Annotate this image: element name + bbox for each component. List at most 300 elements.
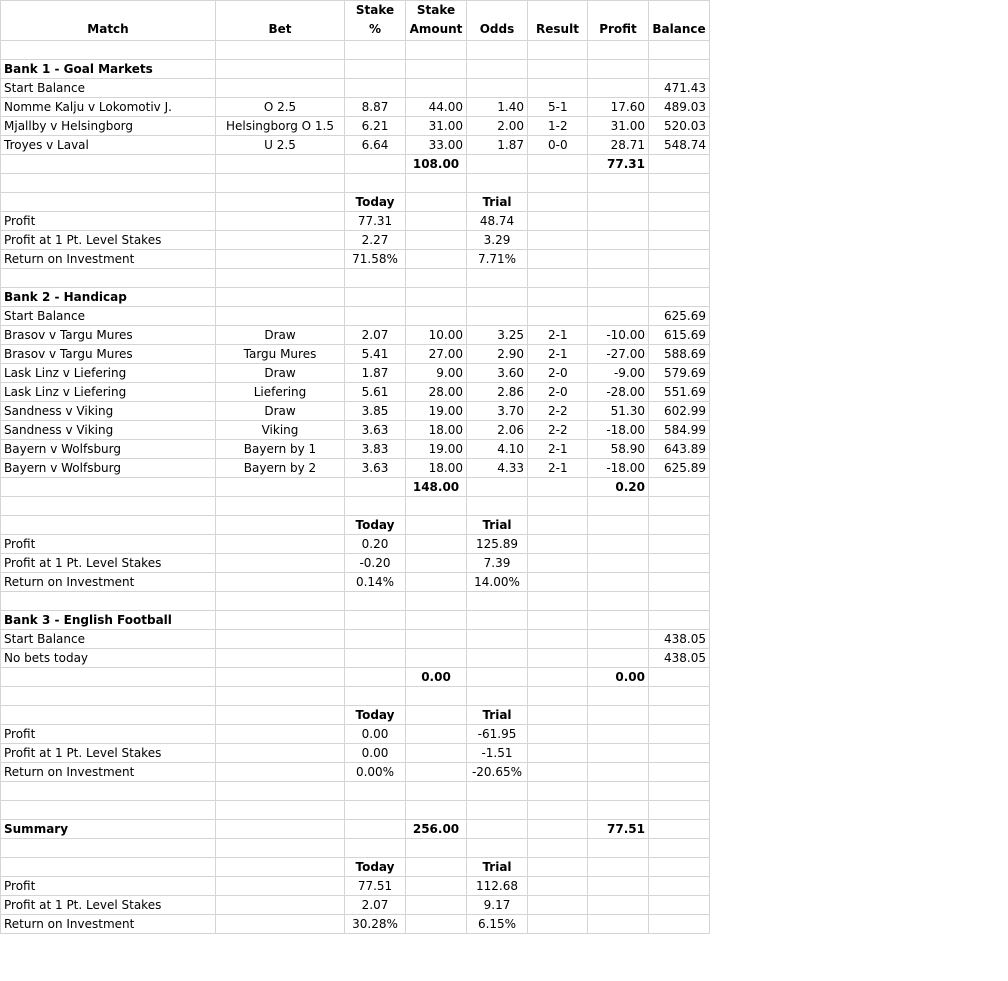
- cell-bet[interactable]: [216, 269, 345, 288]
- cell-bet[interactable]: [216, 535, 345, 554]
- cell-profit[interactable]: 0.20: [588, 478, 649, 497]
- cell-stake-amount[interactable]: [406, 839, 467, 858]
- header-match[interactable]: Match: [1, 1, 216, 41]
- cell-stake-pct[interactable]: Today: [345, 706, 406, 725]
- cell-odds[interactable]: 3.60: [467, 364, 528, 383]
- cell-odds[interactable]: 4.10: [467, 440, 528, 459]
- cell-profit[interactable]: [588, 649, 649, 668]
- cell-match[interactable]: [1, 782, 216, 801]
- cell-match[interactable]: Profit: [1, 212, 216, 231]
- cell-bet[interactable]: [216, 231, 345, 250]
- cell-bet[interactable]: [216, 915, 345, 934]
- cell-balance[interactable]: [649, 839, 710, 858]
- cell-stake-pct[interactable]: 6.21: [345, 117, 406, 136]
- cell-match[interactable]: Profit: [1, 535, 216, 554]
- cell-balance[interactable]: 579.69: [649, 364, 710, 383]
- cell-result[interactable]: 2-1: [528, 440, 588, 459]
- cell-stake-pct[interactable]: [345, 611, 406, 630]
- cell-odds[interactable]: 3.29: [467, 231, 528, 250]
- cell-odds[interactable]: 3.25: [467, 326, 528, 345]
- cell-match[interactable]: Return on Investment: [1, 250, 216, 269]
- cell-match[interactable]: [1, 174, 216, 193]
- cell-bet[interactable]: [216, 212, 345, 231]
- cell-balance[interactable]: [649, 668, 710, 687]
- cell-stake-pct[interactable]: [345, 288, 406, 307]
- cell-match[interactable]: [1, 193, 216, 212]
- cell-odds[interactable]: [467, 269, 528, 288]
- cell-odds[interactable]: 7.71%: [467, 250, 528, 269]
- cell-odds[interactable]: Trial: [467, 858, 528, 877]
- cell-stake-amount[interactable]: [406, 782, 467, 801]
- cell-balance[interactable]: 625.89: [649, 459, 710, 478]
- cell-stake-amount[interactable]: 148.00: [406, 478, 467, 497]
- cell-result[interactable]: [528, 41, 588, 60]
- cell-stake-amount[interactable]: 18.00: [406, 459, 467, 478]
- cell-bet[interactable]: [216, 782, 345, 801]
- cell-bet[interactable]: [216, 630, 345, 649]
- cell-stake-amount[interactable]: [406, 877, 467, 896]
- cell-stake-pct[interactable]: Today: [345, 858, 406, 877]
- cell-balance[interactable]: [649, 231, 710, 250]
- cell-odds[interactable]: 3.70: [467, 402, 528, 421]
- cell-match[interactable]: Summary: [1, 820, 216, 839]
- cell-result[interactable]: 0-0: [528, 136, 588, 155]
- cell-result[interactable]: [528, 611, 588, 630]
- cell-stake-pct[interactable]: [345, 668, 406, 687]
- cell-result[interactable]: 2-1: [528, 345, 588, 364]
- cell-stake-amount[interactable]: [406, 174, 467, 193]
- cell-bet[interactable]: Targu Mures: [216, 345, 345, 364]
- cell-result[interactable]: [528, 79, 588, 98]
- cell-match[interactable]: [1, 839, 216, 858]
- cell-odds[interactable]: [467, 497, 528, 516]
- cell-profit[interactable]: [588, 212, 649, 231]
- cell-balance[interactable]: [649, 516, 710, 535]
- cell-bet[interactable]: Liefering: [216, 383, 345, 402]
- cell-bet[interactable]: [216, 60, 345, 79]
- cell-balance[interactable]: 643.89: [649, 440, 710, 459]
- cell-stake-amount[interactable]: [406, 801, 467, 820]
- cell-odds[interactable]: [467, 60, 528, 79]
- cell-profit[interactable]: [588, 60, 649, 79]
- cell-odds[interactable]: 2.90: [467, 345, 528, 364]
- cell-match[interactable]: [1, 497, 216, 516]
- cell-stake-pct[interactable]: -0.20: [345, 554, 406, 573]
- cell-match[interactable]: Mjallby v Helsingborg: [1, 117, 216, 136]
- cell-profit[interactable]: [588, 41, 649, 60]
- cell-profit[interactable]: [588, 250, 649, 269]
- header-balance[interactable]: Balance: [649, 1, 710, 41]
- cell-result[interactable]: [528, 877, 588, 896]
- cell-profit[interactable]: -27.00: [588, 345, 649, 364]
- cell-result[interactable]: [528, 60, 588, 79]
- cell-stake-amount[interactable]: [406, 79, 467, 98]
- cell-stake-amount[interactable]: [406, 573, 467, 592]
- cell-balance[interactable]: [649, 763, 710, 782]
- cell-stake-amount[interactable]: [406, 592, 467, 611]
- cell-stake-pct[interactable]: 2.27: [345, 231, 406, 250]
- cell-bet[interactable]: [216, 744, 345, 763]
- cell-stake-amount[interactable]: [406, 269, 467, 288]
- cell-profit[interactable]: [588, 193, 649, 212]
- cell-profit[interactable]: [588, 516, 649, 535]
- cell-balance[interactable]: [649, 687, 710, 706]
- cell-bet[interactable]: [216, 801, 345, 820]
- cell-profit[interactable]: [588, 630, 649, 649]
- cell-result[interactable]: [528, 782, 588, 801]
- cell-balance[interactable]: [649, 725, 710, 744]
- cell-stake-pct[interactable]: Today: [345, 516, 406, 535]
- cell-profit[interactable]: -18.00: [588, 421, 649, 440]
- cell-match[interactable]: Return on Investment: [1, 573, 216, 592]
- cell-result[interactable]: [528, 288, 588, 307]
- cell-stake-amount[interactable]: 19.00: [406, 440, 467, 459]
- cell-balance[interactable]: [649, 174, 710, 193]
- cell-balance[interactable]: [649, 820, 710, 839]
- cell-match[interactable]: Profit at 1 Pt. Level Stakes: [1, 231, 216, 250]
- header-stake-pct[interactable]: [345, 1, 406, 41]
- cell-result[interactable]: [528, 497, 588, 516]
- cell-result[interactable]: [528, 630, 588, 649]
- cell-stake-amount[interactable]: [406, 763, 467, 782]
- cell-balance[interactable]: [649, 915, 710, 934]
- cell-match[interactable]: Profit at 1 Pt. Level Stakes: [1, 896, 216, 915]
- cell-odds[interactable]: 112.68: [467, 877, 528, 896]
- cell-balance[interactable]: 438.05: [649, 649, 710, 668]
- cell-balance[interactable]: 551.69: [649, 383, 710, 402]
- cell-profit[interactable]: [588, 592, 649, 611]
- cell-stake-pct[interactable]: 77.31: [345, 212, 406, 231]
- cell-result[interactable]: [528, 744, 588, 763]
- cell-balance[interactable]: 471.43: [649, 79, 710, 98]
- cell-stake-amount[interactable]: [406, 896, 467, 915]
- cell-bet[interactable]: Draw: [216, 402, 345, 421]
- cell-stake-pct[interactable]: [345, 820, 406, 839]
- cell-result[interactable]: [528, 592, 588, 611]
- cell-balance[interactable]: 588.69: [649, 345, 710, 364]
- cell-match[interactable]: [1, 687, 216, 706]
- cell-result[interactable]: [528, 915, 588, 934]
- cell-bet[interactable]: Bayern by 2: [216, 459, 345, 478]
- cell-profit[interactable]: 31.00: [588, 117, 649, 136]
- cell-match[interactable]: [1, 706, 216, 725]
- cell-match[interactable]: Bank 1 - Goal Markets: [1, 60, 216, 79]
- cell-odds[interactable]: 48.74: [467, 212, 528, 231]
- cell-balance[interactable]: 438.05: [649, 630, 710, 649]
- cell-stake-pct[interactable]: 3.63: [345, 459, 406, 478]
- cell-result[interactable]: 2-0: [528, 364, 588, 383]
- cell-result[interactable]: [528, 896, 588, 915]
- cell-result[interactable]: [528, 573, 588, 592]
- cell-bet[interactable]: [216, 174, 345, 193]
- cell-odds[interactable]: 125.89: [467, 535, 528, 554]
- cell-odds[interactable]: Trial: [467, 193, 528, 212]
- cell-profit[interactable]: [588, 497, 649, 516]
- cell-result[interactable]: 2-1: [528, 459, 588, 478]
- cell-result[interactable]: 2-2: [528, 402, 588, 421]
- cell-profit[interactable]: [588, 174, 649, 193]
- cell-balance[interactable]: [649, 877, 710, 896]
- cell-bet[interactable]: [216, 497, 345, 516]
- cell-bet[interactable]: Draw: [216, 326, 345, 345]
- cell-result[interactable]: [528, 763, 588, 782]
- cell-profit[interactable]: -9.00: [588, 364, 649, 383]
- cell-profit[interactable]: 0.00: [588, 668, 649, 687]
- cell-match[interactable]: Bank 2 - Handicap: [1, 288, 216, 307]
- header-profit[interactable]: Profit: [588, 1, 649, 41]
- cell-stake-amount[interactable]: 108.00: [406, 155, 467, 174]
- cell-stake-amount[interactable]: [406, 193, 467, 212]
- cell-result[interactable]: 2-1: [528, 326, 588, 345]
- cell-match[interactable]: Lask Linz v Liefering: [1, 383, 216, 402]
- cell-result[interactable]: [528, 706, 588, 725]
- cell-stake-pct[interactable]: 1.87: [345, 364, 406, 383]
- cell-stake-amount[interactable]: [406, 307, 467, 326]
- cell-result[interactable]: [528, 307, 588, 326]
- cell-match[interactable]: Profit at 1 Pt. Level Stakes: [1, 554, 216, 573]
- cell-bet[interactable]: [216, 611, 345, 630]
- cell-bet[interactable]: [216, 820, 345, 839]
- cell-stake-pct[interactable]: 3.63: [345, 421, 406, 440]
- cell-match[interactable]: [1, 801, 216, 820]
- cell-stake-amount[interactable]: [406, 744, 467, 763]
- cell-stake-pct[interactable]: 6.64: [345, 136, 406, 155]
- cell-match[interactable]: Sandness v Viking: [1, 421, 216, 440]
- cell-odds[interactable]: [467, 820, 528, 839]
- cell-stake-amount[interactable]: [406, 649, 467, 668]
- cell-bet[interactable]: [216, 592, 345, 611]
- cell-stake-amount[interactable]: 18.00: [406, 421, 467, 440]
- cell-profit[interactable]: 77.31: [588, 155, 649, 174]
- cell-match[interactable]: Start Balance: [1, 630, 216, 649]
- cell-result[interactable]: [528, 820, 588, 839]
- cell-profit[interactable]: [588, 307, 649, 326]
- cell-profit[interactable]: [588, 915, 649, 934]
- cell-stake-pct[interactable]: [345, 649, 406, 668]
- cell-stake-pct[interactable]: [345, 41, 406, 60]
- cell-match[interactable]: [1, 41, 216, 60]
- cell-balance[interactable]: [649, 60, 710, 79]
- cell-odds[interactable]: 1.87: [467, 136, 528, 155]
- cell-bet[interactable]: Viking: [216, 421, 345, 440]
- cell-odds[interactable]: 2.00: [467, 117, 528, 136]
- cell-stake-pct[interactable]: [345, 630, 406, 649]
- cell-odds[interactable]: Trial: [467, 516, 528, 535]
- cell-stake-amount[interactable]: [406, 516, 467, 535]
- cell-stake-amount[interactable]: 31.00: [406, 117, 467, 136]
- cell-balance[interactable]: [649, 554, 710, 573]
- cell-balance[interactable]: 489.03: [649, 98, 710, 117]
- cell-match[interactable]: Brasov v Targu Mures: [1, 326, 216, 345]
- cell-profit[interactable]: [588, 801, 649, 820]
- cell-stake-amount[interactable]: 28.00: [406, 383, 467, 402]
- cell-match[interactable]: Bayern v Wolfsburg: [1, 459, 216, 478]
- header-odds[interactable]: Odds: [467, 1, 528, 41]
- cell-stake-pct[interactable]: [345, 497, 406, 516]
- cell-stake-amount[interactable]: [406, 250, 467, 269]
- cell-odds[interactable]: [467, 288, 528, 307]
- cell-match[interactable]: Nomme Kalju v Lokomotiv J.: [1, 98, 216, 117]
- cell-bet[interactable]: [216, 668, 345, 687]
- cell-stake-pct[interactable]: 0.20: [345, 535, 406, 554]
- cell-stake-pct[interactable]: 0.00: [345, 725, 406, 744]
- cell-balance[interactable]: [649, 212, 710, 231]
- cell-odds[interactable]: 14.00%: [467, 573, 528, 592]
- cell-balance[interactable]: [649, 497, 710, 516]
- cell-balance[interactable]: [649, 744, 710, 763]
- cell-odds[interactable]: 1.40: [467, 98, 528, 117]
- header-stake-amount[interactable]: [406, 1, 467, 41]
- cell-match[interactable]: Profit: [1, 877, 216, 896]
- cell-result[interactable]: [528, 516, 588, 535]
- cell-stake-amount[interactable]: [406, 706, 467, 725]
- cell-match[interactable]: [1, 592, 216, 611]
- cell-stake-pct[interactable]: Today: [345, 193, 406, 212]
- cell-profit[interactable]: 17.60: [588, 98, 649, 117]
- cell-stake-amount[interactable]: [406, 915, 467, 934]
- cell-profit[interactable]: [588, 554, 649, 573]
- cell-profit[interactable]: 51.30: [588, 402, 649, 421]
- cell-odds[interactable]: 6.15%: [467, 915, 528, 934]
- cell-profit[interactable]: [588, 858, 649, 877]
- cell-stake-amount[interactable]: 0.00: [406, 668, 467, 687]
- cell-bet[interactable]: Draw: [216, 364, 345, 383]
- cell-bet[interactable]: [216, 250, 345, 269]
- cell-bet[interactable]: [216, 41, 345, 60]
- cell-bet[interactable]: [216, 155, 345, 174]
- cell-balance[interactable]: [649, 269, 710, 288]
- cell-balance[interactable]: 602.99: [649, 402, 710, 421]
- cell-stake-amount[interactable]: [406, 288, 467, 307]
- cell-result[interactable]: [528, 269, 588, 288]
- cell-stake-pct[interactable]: 30.28%: [345, 915, 406, 934]
- cell-odds[interactable]: -1.51: [467, 744, 528, 763]
- cell-balance[interactable]: 548.74: [649, 136, 710, 155]
- cell-match[interactable]: Start Balance: [1, 307, 216, 326]
- cell-stake-pct[interactable]: 3.83: [345, 440, 406, 459]
- cell-odds[interactable]: [467, 649, 528, 668]
- cell-stake-amount[interactable]: 33.00: [406, 136, 467, 155]
- cell-balance[interactable]: 625.69: [649, 307, 710, 326]
- cell-profit[interactable]: [588, 839, 649, 858]
- cell-stake-pct[interactable]: [345, 307, 406, 326]
- cell-result[interactable]: [528, 478, 588, 497]
- cell-stake-pct[interactable]: [345, 782, 406, 801]
- cell-stake-pct[interactable]: 3.85: [345, 402, 406, 421]
- cell-odds[interactable]: [467, 41, 528, 60]
- cell-stake-pct[interactable]: [345, 79, 406, 98]
- cell-balance[interactable]: 584.99: [649, 421, 710, 440]
- cell-stake-pct[interactable]: 5.41: [345, 345, 406, 364]
- cell-match[interactable]: Lask Linz v Liefering: [1, 364, 216, 383]
- cell-balance[interactable]: [649, 706, 710, 725]
- cell-stake-pct[interactable]: [345, 155, 406, 174]
- cell-stake-pct[interactable]: 2.07: [345, 896, 406, 915]
- cell-result[interactable]: [528, 554, 588, 573]
- cell-odds[interactable]: -20.65%: [467, 763, 528, 782]
- cell-result[interactable]: 2-2: [528, 421, 588, 440]
- cell-balance[interactable]: [649, 858, 710, 877]
- cell-match[interactable]: [1, 269, 216, 288]
- cell-stake-pct[interactable]: 0.00: [345, 744, 406, 763]
- cell-odds[interactable]: [467, 174, 528, 193]
- cell-match[interactable]: No bets today: [1, 649, 216, 668]
- cell-stake-amount[interactable]: [406, 535, 467, 554]
- cell-bet[interactable]: [216, 649, 345, 668]
- cell-bet[interactable]: [216, 896, 345, 915]
- cell-result[interactable]: 5-1: [528, 98, 588, 117]
- cell-odds[interactable]: [467, 668, 528, 687]
- cell-profit[interactable]: -10.00: [588, 326, 649, 345]
- cell-odds[interactable]: [467, 801, 528, 820]
- cell-match[interactable]: Troyes v Laval: [1, 136, 216, 155]
- cell-stake-amount[interactable]: 19.00: [406, 402, 467, 421]
- cell-odds[interactable]: [467, 155, 528, 174]
- cell-odds[interactable]: [467, 611, 528, 630]
- cell-match[interactable]: Bayern v Wolfsburg: [1, 440, 216, 459]
- cell-balance[interactable]: [649, 250, 710, 269]
- cell-stake-pct[interactable]: 77.51: [345, 877, 406, 896]
- cell-balance[interactable]: [649, 193, 710, 212]
- cell-profit[interactable]: [588, 231, 649, 250]
- cell-stake-amount[interactable]: 27.00: [406, 345, 467, 364]
- cell-bet[interactable]: [216, 706, 345, 725]
- cell-stake-pct[interactable]: [345, 592, 406, 611]
- cell-profit[interactable]: [588, 877, 649, 896]
- cell-balance[interactable]: [649, 592, 710, 611]
- cell-result[interactable]: [528, 858, 588, 877]
- cell-bet[interactable]: [216, 725, 345, 744]
- cell-profit[interactable]: [588, 896, 649, 915]
- cell-result[interactable]: [528, 174, 588, 193]
- cell-odds[interactable]: -61.95: [467, 725, 528, 744]
- cell-match[interactable]: [1, 668, 216, 687]
- cell-odds[interactable]: 2.86: [467, 383, 528, 402]
- cell-profit[interactable]: [588, 782, 649, 801]
- cell-stake-amount[interactable]: [406, 725, 467, 744]
- cell-match[interactable]: [1, 478, 216, 497]
- header-result[interactable]: Result: [528, 1, 588, 41]
- cell-profit[interactable]: 58.90: [588, 440, 649, 459]
- cell-balance[interactable]: [649, 535, 710, 554]
- cell-profit[interactable]: [588, 288, 649, 307]
- cell-bet[interactable]: [216, 478, 345, 497]
- cell-bet[interactable]: [216, 554, 345, 573]
- cell-odds[interactable]: Trial: [467, 706, 528, 725]
- cell-result[interactable]: [528, 668, 588, 687]
- cell-odds[interactable]: [467, 839, 528, 858]
- cell-bet[interactable]: [216, 858, 345, 877]
- cell-odds[interactable]: [467, 782, 528, 801]
- cell-stake-pct[interactable]: [345, 801, 406, 820]
- cell-balance[interactable]: [649, 801, 710, 820]
- cell-result[interactable]: [528, 839, 588, 858]
- cell-match[interactable]: Start Balance: [1, 79, 216, 98]
- cell-stake-amount[interactable]: [406, 554, 467, 573]
- cell-match[interactable]: Return on Investment: [1, 763, 216, 782]
- cell-profit[interactable]: [588, 706, 649, 725]
- cell-match[interactable]: Return on Investment: [1, 915, 216, 934]
- cell-result[interactable]: [528, 193, 588, 212]
- cell-profit[interactable]: [588, 725, 649, 744]
- cell-stake-amount[interactable]: [406, 41, 467, 60]
- cell-bet[interactable]: O 2.5: [216, 98, 345, 117]
- cell-stake-amount[interactable]: 44.00: [406, 98, 467, 117]
- cell-match[interactable]: Bank 3 - English Football: [1, 611, 216, 630]
- cell-odds[interactable]: [467, 630, 528, 649]
- cell-profit[interactable]: [588, 687, 649, 706]
- cell-stake-amount[interactable]: [406, 497, 467, 516]
